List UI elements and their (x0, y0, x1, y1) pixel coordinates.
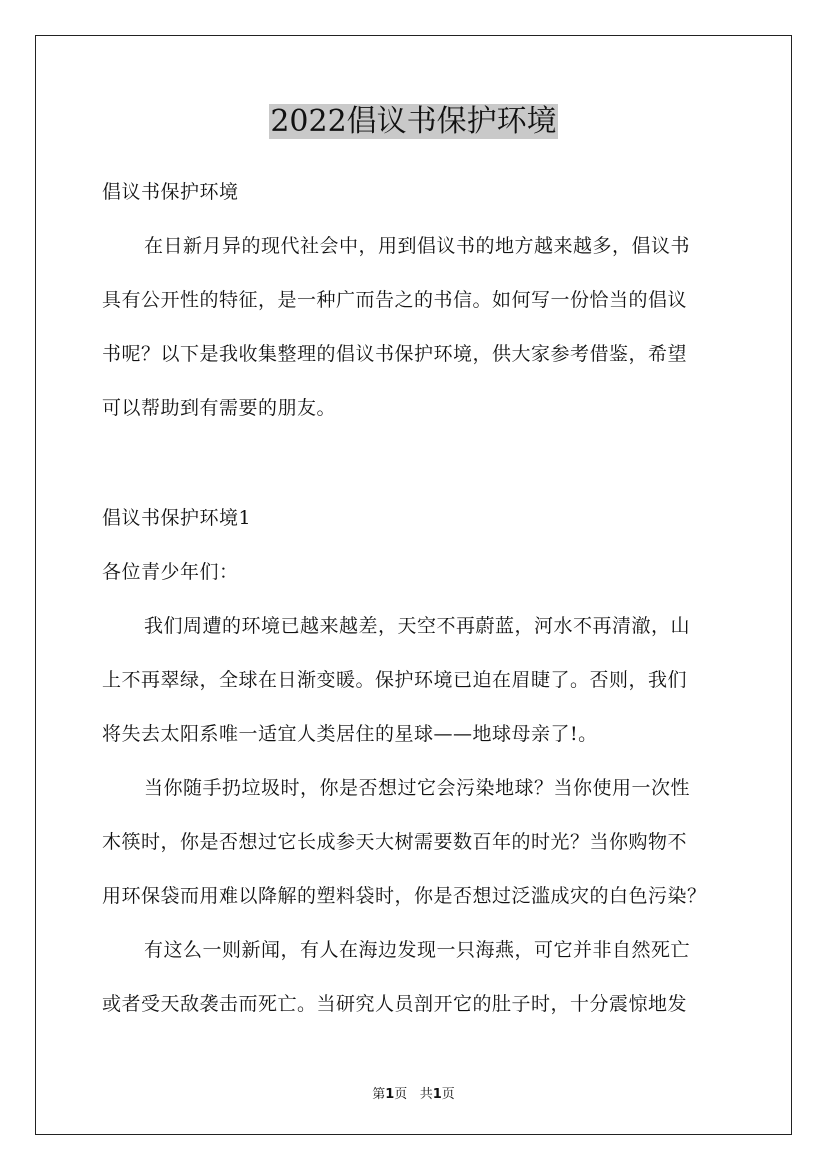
intro-paragraph (102, 230, 726, 424)
body-line: 用环保袋而用难以降解的塑料袋时，你是否想过泛滥成灾的白色污染？ (102, 885, 707, 907)
intro-label: 倡议书保护环境 (102, 181, 239, 203)
intro-line: 具有公开性的特征，是一种广而告之的书信。如何写一份恰当的倡议 (102, 289, 688, 311)
body-line: 上不再翠绿，全球在日渐变暖。保护环境已迫在眉睫了。否则，我们 (102, 669, 688, 691)
body-line: 将失去太阳系唯一适宜人类居住的星球——地球母亲了!。 (102, 723, 598, 745)
salutation: 各位青少年们： (102, 561, 239, 583)
total-number: 1 (432, 1087, 442, 1102)
document-title (0, 102, 827, 142)
body-paragraph (102, 934, 726, 1020)
document-body (102, 176, 726, 1042)
body-paragraph (102, 610, 726, 750)
body-line: 我们周遭的环境已越来越差，天空不再蔚蓝，河水不再清澈，山 (144, 615, 691, 637)
intro-line: 在日新月异的现代社会中，用到倡议书的地方越来越多，倡议书 (144, 235, 691, 257)
section-label: 倡议书保护环境1 (102, 507, 252, 529)
document-title-text: 2022倡议书保护环境 (270, 104, 557, 139)
body-line: 或者受天敌袭击而死亡。当研究人员剖开它的肚子时，十分震惊地发 (102, 993, 688, 1015)
page-number: 1 (385, 1087, 395, 1102)
page-footer (0, 1083, 827, 1102)
body-paragraph (102, 772, 726, 912)
body-line: 有这么一则新闻，有人在海边发现一只海燕，可它并非自然死亡 (144, 939, 691, 961)
body-line: 木筷时，你是否想过它长成参天大树需要数百年的时光？当你购物不 (102, 831, 688, 853)
section-gap (102, 446, 726, 502)
page-prefix: 第 (372, 1087, 386, 1102)
page-suffix: 页 (394, 1087, 408, 1102)
body-line: 当你随手扔垃圾时，你是否想过它会污染地球？当你使用一次性 (144, 777, 691, 799)
total-prefix: 共 (419, 1087, 433, 1102)
intro-line: 书呢？以下是我收集整理的倡议书保护环境，供大家参考借鉴，希望 (102, 343, 688, 365)
total-suffix: 页 (441, 1087, 455, 1102)
intro-line: 可以帮助到有需要的朋友。 (102, 397, 337, 419)
